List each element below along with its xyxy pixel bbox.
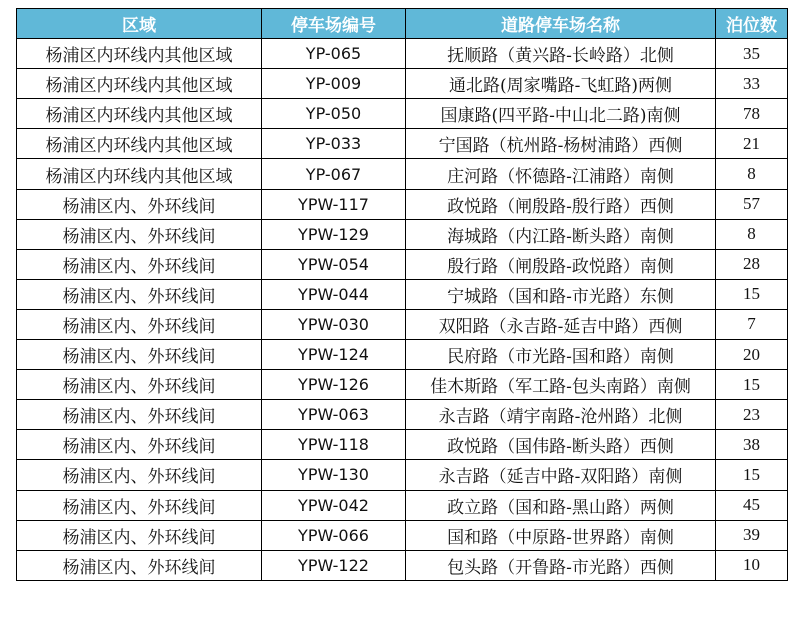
table-row (17, 460, 788, 490)
cell-lot-code: YPW-042 (262, 490, 406, 520)
table-row (17, 159, 788, 189)
cell-lot-code: YPW-122 (262, 550, 406, 580)
cell-region: 杨浦区内环线内其他区域 (17, 159, 262, 189)
cell-region: 杨浦区内环线内其他区域 (17, 129, 262, 159)
parking-table-container (16, 8, 788, 581)
cell-lot-name: 庄河路（怀德路-江浦路）南侧 (406, 159, 716, 189)
cell-lot-code: YPW-063 (262, 400, 406, 430)
cell-spaces: 21 (716, 129, 788, 159)
table-row (17, 400, 788, 430)
cell-spaces: 15 (716, 460, 788, 490)
cell-spaces: 20 (716, 340, 788, 370)
cell-lot-code: YPW-117 (262, 189, 406, 219)
cell-lot-code: YP-033 (262, 129, 406, 159)
cell-region: 杨浦区内、外环线间 (17, 309, 262, 339)
header-spaces: 泊位数 (716, 9, 788, 39)
table-row (17, 99, 788, 129)
cell-region: 杨浦区内、外环线间 (17, 550, 262, 580)
table-row (17, 520, 788, 550)
cell-region: 杨浦区内环线内其他区域 (17, 99, 262, 129)
table-row (17, 69, 788, 99)
cell-spaces: 15 (716, 279, 788, 309)
cell-lot-name: 海城路（内江路-断头路）南侧 (406, 219, 716, 249)
cell-lot-name: 宁城路（国和路-市光路）东侧 (406, 279, 716, 309)
cell-spaces: 8 (716, 219, 788, 249)
cell-lot-name: 国和路（中原路-世界路）南侧 (406, 520, 716, 550)
cell-lot-code: YPW-118 (262, 430, 406, 460)
cell-region: 杨浦区内、外环线间 (17, 219, 262, 249)
cell-spaces: 39 (716, 520, 788, 550)
table-row (17, 189, 788, 219)
cell-region: 杨浦区内、外环线间 (17, 189, 262, 219)
table-body (17, 39, 788, 581)
table-row (17, 219, 788, 249)
cell-region: 杨浦区内、外环线间 (17, 400, 262, 430)
table-row (17, 550, 788, 580)
cell-spaces: 38 (716, 430, 788, 460)
cell-lot-code: YPW-030 (262, 309, 406, 339)
cell-lot-name: 政立路（国和路-黑山路）两侧 (406, 490, 716, 520)
cell-lot-code: YPW-130 (262, 460, 406, 490)
table-header (17, 9, 788, 39)
cell-lot-name: 宁国路（杭州路-杨树浦路）西侧 (406, 129, 716, 159)
table-row (17, 249, 788, 279)
cell-region: 杨浦区内、外环线间 (17, 249, 262, 279)
cell-lot-name: 通北路(周家嘴路-飞虹路)两侧 (406, 69, 716, 99)
cell-lot-name: 永吉路（靖宇南路-沧州路）北侧 (406, 400, 716, 430)
cell-spaces: 33 (716, 69, 788, 99)
table-row (17, 490, 788, 520)
cell-lot-name: 政悦路（国伟路-断头路）西侧 (406, 430, 716, 460)
cell-lot-code: YP-050 (262, 99, 406, 129)
cell-region: 杨浦区内、外环线间 (17, 370, 262, 400)
header-lot-name: 道路停车场名称 (406, 9, 716, 39)
cell-lot-code: YPW-054 (262, 249, 406, 279)
cell-spaces: 45 (716, 490, 788, 520)
cell-lot-code: YPW-129 (262, 219, 406, 249)
table-row (17, 279, 788, 309)
header-region: 区域 (17, 9, 262, 39)
header-lot-code: 停车场编号 (262, 9, 406, 39)
cell-region: 杨浦区内、外环线间 (17, 520, 262, 550)
table-row (17, 129, 788, 159)
cell-spaces: 7 (716, 309, 788, 339)
cell-region: 杨浦区内、外环线间 (17, 340, 262, 370)
cell-spaces: 78 (716, 99, 788, 129)
cell-lot-name: 殷行路（闸殷路-政悦路）南侧 (406, 249, 716, 279)
cell-region: 杨浦区内环线内其他区域 (17, 69, 262, 99)
cell-spaces: 10 (716, 550, 788, 580)
cell-lot-code: YPW-124 (262, 340, 406, 370)
table-row (17, 340, 788, 370)
cell-spaces: 8 (716, 159, 788, 189)
cell-region: 杨浦区内、外环线间 (17, 490, 262, 520)
cell-lot-name: 双阳路（永吉路-延吉中路）西侧 (406, 309, 716, 339)
cell-region: 杨浦区内环线内其他区域 (17, 39, 262, 69)
parking-table (16, 8, 788, 581)
cell-lot-name: 政悦路（闸殷路-殷行路）西侧 (406, 189, 716, 219)
cell-region: 杨浦区内、外环线间 (17, 279, 262, 309)
cell-lot-name: 佳木斯路（军工路-包头南路）南侧 (406, 370, 716, 400)
cell-region: 杨浦区内、外环线间 (17, 430, 262, 460)
table-row (17, 430, 788, 460)
cell-lot-code: YPW-066 (262, 520, 406, 550)
cell-lot-name: 永吉路（延吉中路-双阳路）南侧 (406, 460, 716, 490)
cell-spaces: 28 (716, 249, 788, 279)
table-row (17, 370, 788, 400)
cell-lot-code: YP-065 (262, 39, 406, 69)
cell-region: 杨浦区内、外环线间 (17, 460, 262, 490)
cell-spaces: 35 (716, 39, 788, 69)
cell-lot-name: 包头路（开鲁路-市光路）西侧 (406, 550, 716, 580)
cell-spaces: 15 (716, 370, 788, 400)
cell-lot-name: 民府路（市光路-国和路）南侧 (406, 340, 716, 370)
cell-lot-code: YPW-126 (262, 370, 406, 400)
cell-lot-code: YPW-044 (262, 279, 406, 309)
cell-lot-code: YP-067 (262, 159, 406, 189)
cell-lot-code: YP-009 (262, 69, 406, 99)
cell-spaces: 23 (716, 400, 788, 430)
header-row (17, 9, 788, 39)
table-row (17, 309, 788, 339)
cell-lot-name: 抚顺路（黄兴路-长岭路）北侧 (406, 39, 716, 69)
cell-lot-name: 国康路(四平路-中山北二路)南侧 (406, 99, 716, 129)
cell-spaces: 57 (716, 189, 788, 219)
table-row (17, 39, 788, 69)
